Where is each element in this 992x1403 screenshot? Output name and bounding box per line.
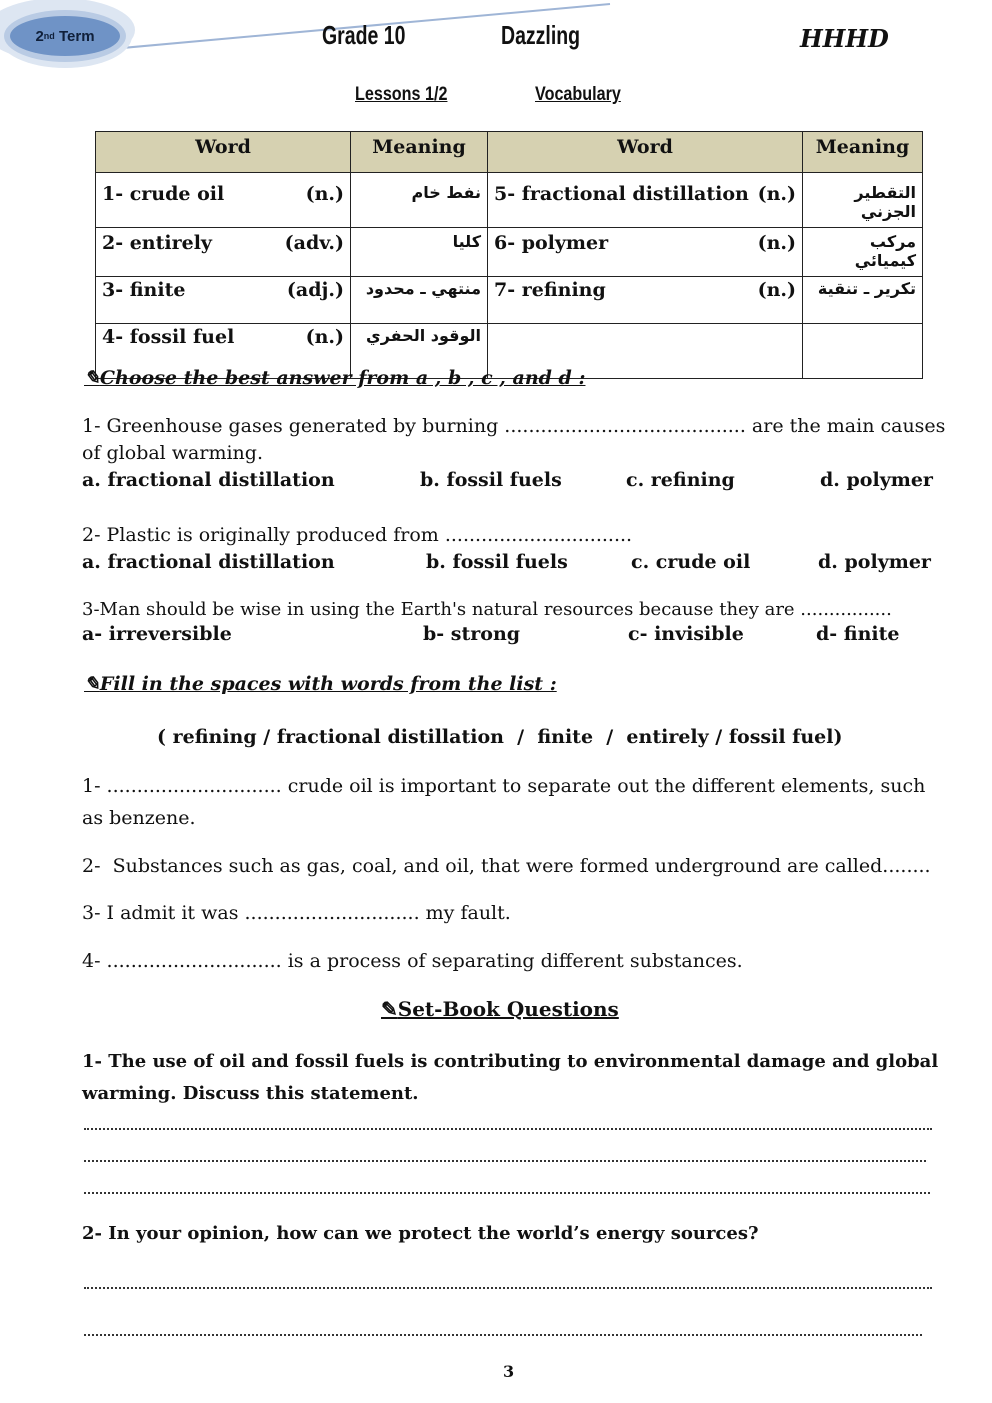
- grade-title: Grade 10: [322, 20, 406, 50]
- q3-option-b[interactable]: b- strong: [423, 623, 521, 645]
- table-row: [96, 228, 923, 277]
- vocabulary-table: [95, 131, 923, 379]
- fill-sentence-1-cont: as benzene.: [82, 807, 196, 829]
- q2-option-d[interactable]: d. polymer: [818, 551, 931, 573]
- page-number: 3: [503, 1362, 515, 1381]
- question-1-text-cont: of global warming.: [82, 442, 264, 464]
- q3-option-a[interactable]: a- irreversible: [82, 623, 232, 645]
- meaning: منتهي ـ محدود: [351, 277, 488, 324]
- q1-option-d[interactable]: d. polymer: [820, 469, 933, 491]
- setbook-question-1: 1- The use of oil and fossil fuels is contributing to environmental damage and global: [82, 1051, 939, 1072]
- fill-sentence-1: 1- ............................. crude oil is important to separate out the different elements, such: [82, 775, 926, 797]
- mcq-section-title: ✎Choose the best answer from a , b , c , and d :: [84, 367, 586, 389]
- q1-option-b[interactable]: b. fossil fuels: [420, 469, 562, 491]
- answer-line[interactable]: [84, 1160, 926, 1162]
- word: 7- refining: [494, 279, 606, 301]
- header-word: Word: [96, 132, 351, 173]
- setbook-section-title: ✎Set-Book Questions: [381, 997, 619, 1021]
- part-of-speech: (n.): [757, 183, 796, 205]
- part-of-speech: (adj.): [286, 279, 344, 301]
- vocabulary-heading: Vocabulary: [535, 84, 621, 105]
- answer-line[interactable]: [84, 1334, 922, 1336]
- empty-cell: [803, 324, 923, 379]
- setbook-question-1-cont: warming. Discuss this statement.: [82, 1083, 419, 1104]
- question-1-text: 1- Greenhouse gases generated by burning ........................................ are the main causes: [82, 415, 946, 437]
- word: 3- finite: [102, 279, 186, 301]
- q3-option-c[interactable]: c- invisible: [628, 623, 744, 645]
- part-of-speech: (n.): [305, 183, 344, 205]
- q2-option-b[interactable]: b. fossil fuels: [426, 551, 568, 573]
- question-3-text: 3-Man should be wise in using the Earth's natural resources because they are ................: [82, 599, 892, 620]
- meaning: كليا: [351, 228, 488, 277]
- book-title: Dazzling: [501, 20, 581, 50]
- meaning: التقطير الجزني: [803, 173, 923, 228]
- answer-line[interactable]: [84, 1128, 932, 1130]
- header-meaning: Meaning: [351, 132, 488, 173]
- meaning: نفط خام: [351, 173, 488, 228]
- word: 1- crude oil: [102, 183, 225, 205]
- part-of-speech: (n.): [305, 326, 344, 348]
- fill-sentence-2: 2- Substances such as gas, coal, and oil, that were formed underground are called........: [82, 855, 931, 877]
- header-meaning: Meaning: [803, 132, 923, 173]
- author-signature: HHHD: [800, 24, 889, 53]
- q2-option-a[interactable]: a. fractional distillation: [82, 551, 335, 573]
- table-row: [96, 173, 923, 228]
- part-of-speech: (adv.): [284, 232, 344, 254]
- meaning: مركب كيميائي: [803, 228, 923, 277]
- answer-line[interactable]: [84, 1287, 932, 1289]
- meaning: الوقود الحفري: [351, 324, 488, 379]
- table-row: [96, 277, 923, 324]
- word: 6- polymer: [494, 232, 609, 254]
- question-2-text: 2- Plastic is originally produced from ...............................: [82, 524, 633, 546]
- table-header-row: [96, 132, 923, 173]
- fill-sentence-4: 4- ............................. is a process of separating different substances.: [82, 950, 743, 972]
- word-list: ( refining / fractional distillation / finite / entirely / fossil fuel): [157, 726, 843, 748]
- header-word: Word: [488, 132, 803, 173]
- part-of-speech: (n.): [757, 279, 796, 301]
- part-of-speech: (n.): [757, 232, 796, 254]
- word: 4- fossil fuel: [102, 326, 235, 348]
- fill-section-title: ✎Fill in the spaces with words from the list :: [84, 673, 557, 695]
- word: 2- entirely: [102, 232, 212, 254]
- q3-option-d[interactable]: d- finite: [816, 623, 900, 645]
- answer-line[interactable]: [84, 1192, 930, 1194]
- q1-option-c[interactable]: c. refining: [626, 469, 735, 491]
- setbook-question-2: 2- In your opinion, how can we protect the world’s energy sources?: [82, 1223, 759, 1244]
- word: 5- fractional distillation: [494, 183, 749, 205]
- q2-option-c[interactable]: c. crude oil: [631, 551, 751, 573]
- q1-option-a[interactable]: a. fractional distillation: [82, 469, 335, 491]
- lessons-heading: Lessons 1/2: [355, 84, 448, 105]
- fill-sentence-3: 3- I admit it was ............................. my fault.: [82, 902, 511, 924]
- meaning: تكرير ـ تنقية: [803, 277, 923, 324]
- term-badge: 2 nd Term: [10, 16, 120, 56]
